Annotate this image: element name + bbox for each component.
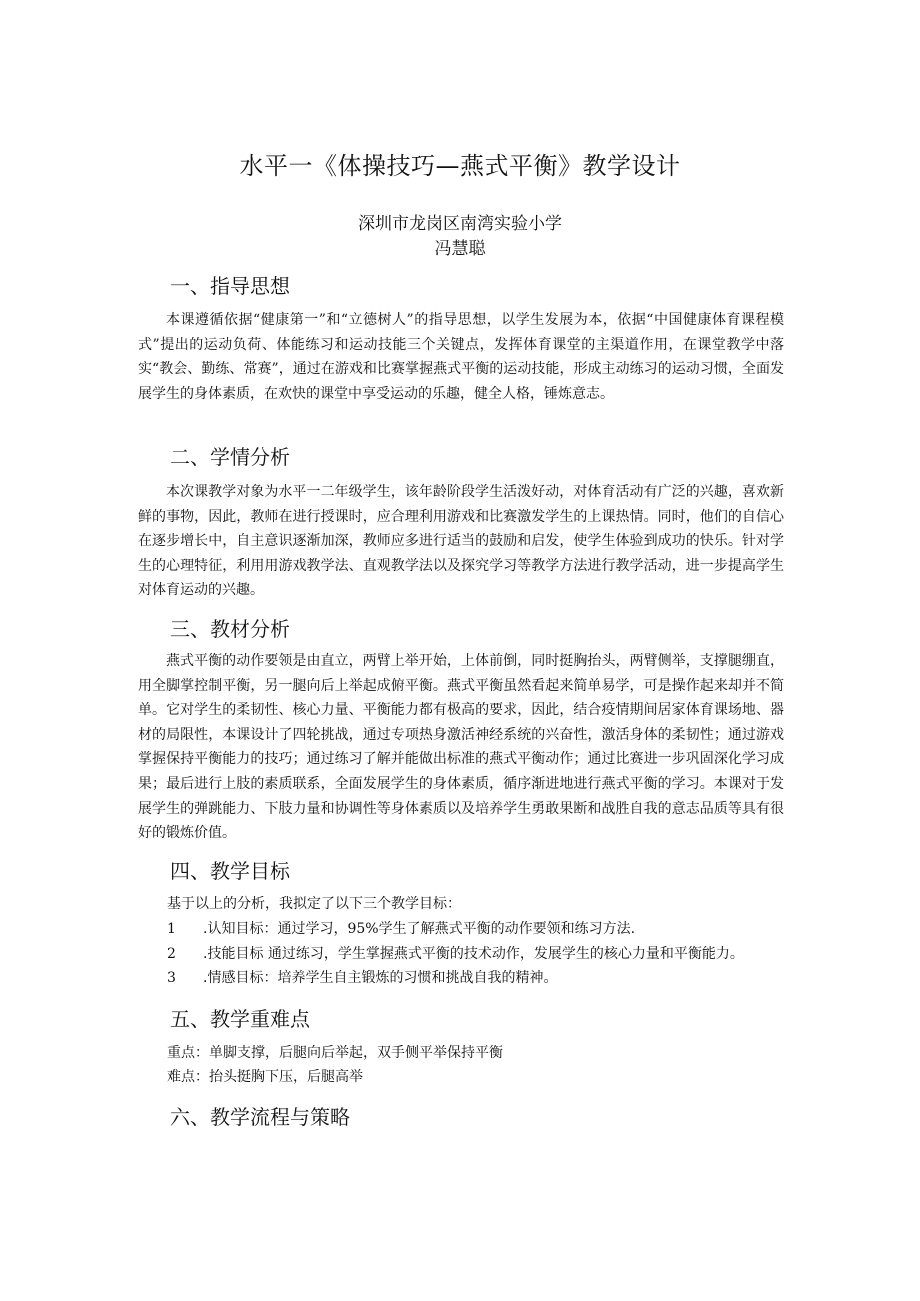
- objective-number: 1: [167, 921, 176, 937]
- section-heading-teaching-objectives: 四、教学目标: [170, 859, 290, 883]
- school-name: 深圳市龙岗区南湾实验小学: [358, 214, 562, 234]
- section-body-guiding-ideology: 本课遵循依据“健康第一”和“立德树人”的指导思想，以学生发展为本，依据“中国健康体育课程模式”提出的运动负荷、体能练习和运动技能三个关键点，发挥体育课堂的主渠道作用，在课堂教学中落实“教会、勤练、常赛”，通过在游戏和比赛掌握燕式平衡的运动技能，形成主动练习的运动习惯，全面发展学生的身体素质，在欢快的课堂中享受运动的乐趣，健全人格，锤炼意志。: [138, 312, 784, 402]
- objective-number: 3: [167, 970, 176, 986]
- objective-item: [167, 967, 797, 987]
- section-heading-material-analysis: 三、教材分析: [170, 617, 290, 641]
- document-title: 水平一《体操技巧—燕式平衡》教学设计: [239, 152, 681, 180]
- objective-text: .技能目标 通过练习，学生掌握燕式平衡的技术动作，发展学生的核心力量和平衡能力。: [203, 946, 744, 962]
- objective-item: [167, 918, 797, 938]
- difficult-point: 难点：抬头挺胸下压，后腿高举: [167, 1069, 363, 1085]
- section-body-learner-analysis: 本次课教学对象为水平一二年级学生，该年龄阶段学生活泼好动，对体育活动有广泛的兴趣，喜欢新鲜的事物，因此，教师在进行授课时，应合理利用游戏和比赛激发学生的上课热情。同时，他们的自信心在逐步增长中，自主意识逐渐加深，教师应多进行适当的鼓励和启发，使学生体验到成功的快乐。针对学生的心理特征，利用用游戏教学法、直观教学法以及探究学习等教学方法进行教学活动，进一步提高学生对体育运动的兴趣。: [138, 484, 784, 599]
- section-body-material-analysis: 燕式平衡的动作要领是由直立，两臂上举开始，上体前倒，同时挺胸抬头，两臂侧举，支撑腿绷直，用全脚掌控制平衡，另一腿向后上举起成俯平衡。燕式平衡虽然看起来简单易学，可是操作起来却并不简单。它对学生的柔韧性、核心力量、平衡能力都有极高的要求，因此，结合疫情期间居家体育课场地、器材的局限性，本课设计了四轮挑战，通过专项热身激活神经系统的兴奋性，激活身体的柔韧性；通过游戏掌握保持平衡能力的技巧；通过练习了解并能做出标准的燕式平衡动作；通过比赛进一步巩固深化学习成果；最后进行上肢的素质联系，全面发展学生的身体素质，循序渐进地进行燕式平衡的学习。本课对于发展学生的弹跳能力、下肢力量和协调性等身体素质以及培养学生勇敢果断和战胜自我的意志品质等具有很好的锻炼价值。: [138, 653, 784, 842]
- objective-text: .情感目标：培养学生自主锻炼的习惯和挑战自我的精神。: [203, 970, 558, 986]
- objectives-intro: 基于以上的分析，我拟定了以下三个教学目标：: [167, 896, 461, 912]
- key-point: 重点：单脚支撑，后腿向后举起，双手侧平举保持平衡: [167, 1045, 503, 1061]
- section-heading-learner-analysis: 二、学情分析: [170, 445, 290, 469]
- section-heading-key-difficult-points: 五、教学重难点: [170, 1007, 310, 1031]
- author-name: 冯慧聪: [434, 239, 486, 259]
- objective-item: [167, 943, 797, 963]
- objective-number: 2: [167, 946, 176, 962]
- objective-text: .认知目标：通过学习，95%学生了解燕式平衡的动作要领和练习方法.: [203, 921, 636, 937]
- section-heading-guiding-ideology: 一、指导思想: [170, 274, 290, 298]
- section-heading-teaching-process: 六、教学流程与策略: [170, 1105, 350, 1129]
